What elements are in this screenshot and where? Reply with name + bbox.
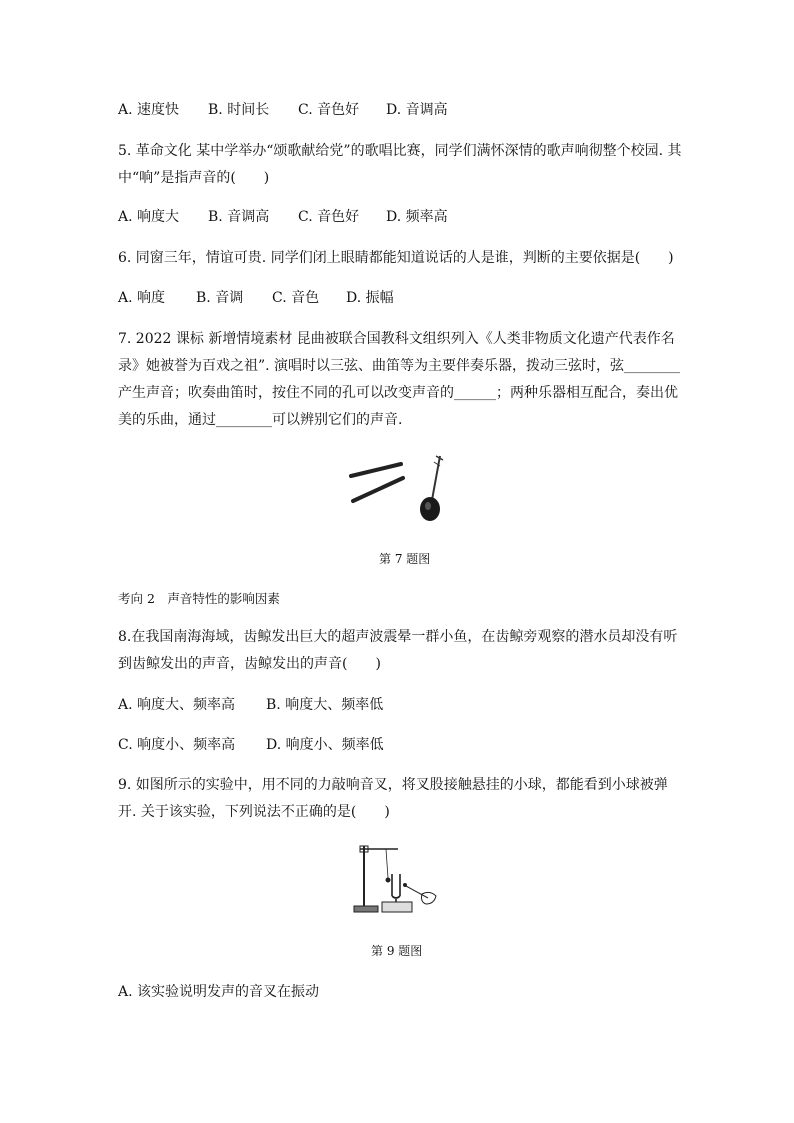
q5-option-b: B. 音调高 — [208, 209, 270, 225]
q4-option-b: B. 时间长 — [208, 102, 270, 118]
q8-options-row1 — [118, 696, 383, 714]
q9-text-line2: 开. 关于该实验，下列说法不正确的是( ) — [118, 804, 390, 820]
q6-options — [118, 289, 394, 307]
q5-text-line1: 5. 革命文化 某中学举办“颂歌献给党”的歌唱比赛，同学们满怀深情的歌声响彻整个校园. 其 — [118, 143, 682, 159]
flute-icon — [351, 464, 403, 501]
q8-text-line2: 到齿鲸发出的声音，齿鲸发出的声音( ) — [118, 656, 381, 672]
q6-option-c: C. 音色 — [272, 290, 320, 306]
q9-figure-tuning-fork — [350, 840, 440, 916]
q9-figure-caption: 第 9 题图 — [371, 944, 423, 958]
q6-option-b: B. 音调 — [196, 290, 244, 306]
q7-text-line4: 美的乐曲，通过________可以辨别它们的声音. — [118, 412, 403, 428]
q7-text-line1: 7. 2022 课标 新增情境素材 昆曲被联合国教科文组织列入《人类非物质文化遗产代表作名 — [118, 331, 675, 347]
sanxian-icon — [420, 456, 443, 521]
q6-text-line1: 6. 同窗三年，情谊可贵. 同学们闭上眼睛都能知道说话的人是谁，判断的主要依据是( ) — [118, 250, 674, 266]
q8-option-c: C. 响度小、频率高 — [118, 737, 236, 753]
q4-option-a: A. 速度快 — [118, 102, 180, 118]
section-heading: 考向 2 声音特性的影响因素 — [118, 591, 280, 606]
q5-option-d: D. 频率高 — [386, 209, 448, 225]
q4-options — [118, 101, 448, 119]
q8-text-line1: 8.在我国南海海域，齿鲸发出巨大的超声波震晕一群小鱼，在齿鲸旁观察的潜水员却没有听 — [118, 629, 678, 645]
q9-option-a: A. 该实验说明发声的音叉在振动 — [118, 984, 320, 1000]
q8-option-d: D. 响度小、频率低 — [266, 737, 384, 753]
q5-text-line2: 中“响”是指声音的( ) — [118, 170, 270, 186]
q5-option-a: A. 响度大 — [118, 209, 180, 225]
q4-option-d: D. 音调高 — [386, 102, 448, 118]
q6-option-d: D. 振幅 — [346, 290, 394, 306]
q4-option-c: C. 音色好 — [298, 102, 360, 118]
hand-mallet-icon — [403, 883, 436, 904]
q7-text-line3: 产生声音；吹奏曲笛时，按住不同的孔可以改变声音的______；两种乐器相互配合，奏出优 — [118, 385, 678, 401]
q5-option-c: C. 音色好 — [298, 209, 360, 225]
q5-options — [118, 208, 448, 226]
q8-option-a: A. 响度大、频率高 — [118, 697, 236, 713]
q7-figure-caption: 第 7 题图 — [379, 552, 431, 566]
q6-option-a: A. 响度 — [118, 290, 166, 306]
q8-options-row2 — [118, 736, 384, 754]
q8-option-b: B. 响度大、频率低 — [266, 697, 384, 713]
q9-text-line1: 9. 如图所示的实验中，用不同的力敲响音叉，将叉股接触悬挂的小球，都能看到小球被弹 — [118, 777, 668, 793]
q7-figure-instruments — [345, 452, 460, 524]
q7-text-line2: 录》她被誉为百戏之祖”. 演唱时以三弦、曲笛等为主要伴奏乐器，拨动三弦时，弦________ — [118, 358, 681, 374]
